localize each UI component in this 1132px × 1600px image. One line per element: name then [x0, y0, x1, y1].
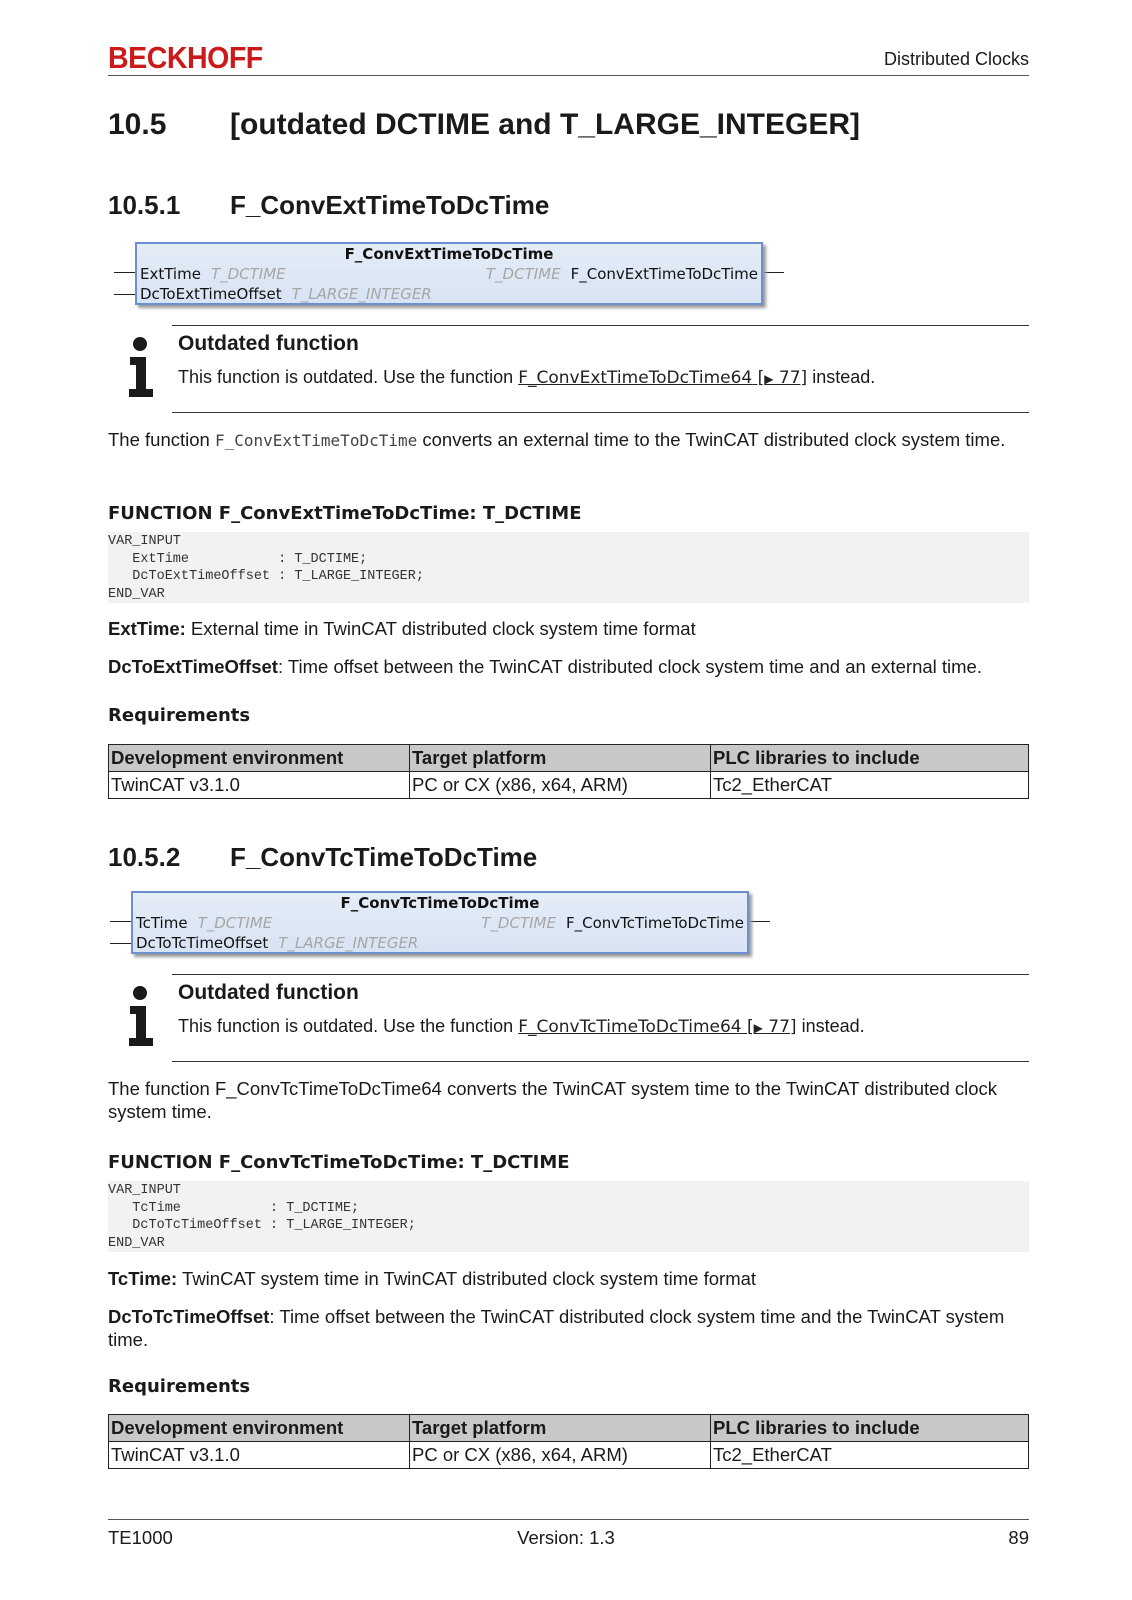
inline-code: F_ConvExtTimeToDcTime — [214, 431, 418, 450]
table-cell: Tc2_EtherCAT — [711, 772, 1029, 799]
page-arrow-icon: ▶ — [764, 372, 774, 386]
parameter-text: TwinCAT system time in TwinCAT distributed clock system time format — [177, 1268, 757, 1289]
table-cell: Tc2_EtherCAT — [711, 1442, 1029, 1469]
function-block-input — [140, 265, 286, 283]
table-header-cell: Target platform — [410, 1415, 711, 1442]
footer-page-number: 89 — [1008, 1527, 1029, 1548]
output-type: T_DCTIME — [485, 265, 561, 283]
table-header-cell: PLC libraries to include — [711, 1415, 1029, 1442]
table-header-row — [109, 1415, 1029, 1442]
note-text-after: instead. — [796, 1016, 865, 1036]
description-paragraph — [108, 428, 1029, 452]
input-pin-line — [114, 294, 136, 295]
section-number: 10.5.1 — [108, 190, 181, 220]
footer-doc-id: TE1000 — [108, 1527, 173, 1548]
code-block: VAR_INPUT TcTime : T_DCTIME; DcToTcTimeOffset : T_LARGE_INTEGER; END_VAR — [108, 1181, 1029, 1252]
input-name: DcToExtTimeOffset — [140, 285, 282, 303]
note-text-before: This function is outdated. Use the function — [178, 367, 519, 387]
requirements-table — [108, 1414, 1029, 1469]
input-pin-line — [114, 272, 136, 273]
link-label: F_ConvExtTimeToDcTime64 — [518, 368, 753, 388]
parameter-name: TcTime: — [108, 1268, 178, 1289]
parameter-description — [108, 1305, 1029, 1351]
link-ref-open: [ — [741, 1017, 754, 1037]
parameter-text: External time in TwinCAT distributed clock system time format — [185, 618, 696, 639]
table-header-cell: PLC libraries to include — [711, 745, 1029, 772]
link-page: 77] — [773, 368, 808, 388]
input-name: ExtTime — [140, 265, 201, 283]
section-heading — [108, 190, 549, 221]
cross-reference-link[interactable] — [518, 368, 807, 388]
table-header-cell: Development environment — [109, 745, 410, 772]
function-block-input — [136, 914, 272, 932]
note-title: Outdated function — [178, 332, 359, 355]
table-header-cell: Target platform — [410, 745, 711, 772]
function-signature: FUNCTION F_ConvTcTimeToDcTime: T_DCTIME — [108, 1152, 570, 1173]
chapter-heading — [108, 108, 860, 142]
function-block-output — [486, 265, 758, 283]
section-title: F_ConvTcTimeToDcTime — [230, 842, 538, 872]
link-ref-open: [ — [752, 368, 765, 388]
parameter-description — [108, 1267, 1029, 1290]
output-type: T_DCTIME — [481, 914, 556, 932]
note-divider-top — [172, 325, 1029, 326]
parameter-name: DcToTcTimeOffset — [108, 1306, 270, 1327]
table-header-cell: Development environment — [109, 1415, 410, 1442]
parameter-description — [108, 617, 1029, 640]
footer-version: Version: 1.3 — [517, 1527, 615, 1548]
input-type: T_DCTIME — [210, 265, 286, 283]
link-page: 77] — [762, 1017, 797, 1037]
note-text-before: This function is outdated. Use the function — [178, 1016, 519, 1036]
parameter-text: : Time offset between the TwinCAT distributed clock system time and an external time. — [277, 656, 982, 677]
function-block-input — [140, 285, 432, 303]
input-pin-line — [110, 943, 132, 944]
note-divider-top — [172, 974, 1029, 975]
function-signature: FUNCTION F_ConvExtTimeToDcTime: T_DCTIME — [108, 503, 582, 524]
page-arrow-icon: ▶ — [753, 1021, 763, 1035]
note-text — [178, 367, 875, 388]
input-pin-line — [110, 921, 132, 922]
footer-divider — [108, 1519, 1029, 1520]
input-type: T_LARGE_INTEGER — [291, 285, 432, 303]
info-icon — [126, 986, 156, 1048]
requirements-heading: Requirements — [108, 1376, 251, 1397]
output-pin-line — [762, 272, 784, 273]
note-text — [178, 1016, 865, 1037]
input-type: T_DCTIME — [197, 914, 273, 932]
output-pin-line — [748, 921, 770, 922]
chapter-number: 10.5 — [108, 108, 167, 141]
section-number: 10.5.2 — [108, 842, 181, 872]
function-block-diagram — [135, 242, 763, 305]
parameter-description — [108, 655, 1029, 678]
requirements-table — [108, 744, 1029, 799]
header-divider — [108, 75, 1029, 76]
table-cell: TwinCAT v3.1.0 — [109, 1442, 410, 1469]
table-cell: PC or CX (x86, x64, ARM) — [410, 772, 711, 799]
function-block-diagram — [131, 891, 749, 954]
link-label: F_ConvTcTimeToDcTime64 — [518, 1017, 742, 1037]
output-name: F_ConvTcTimeToDcTime — [565, 914, 744, 932]
chapter-title: [outdated DCTIME and T_LARGE_INTEGER] — [230, 108, 860, 141]
output-name: F_ConvExtTimeToDcTime — [570, 265, 758, 283]
note-title: Outdated function — [178, 981, 359, 1004]
table-row — [109, 1442, 1029, 1469]
function-block-title: F_ConvExtTimeToDcTime — [344, 245, 554, 263]
section-heading — [108, 842, 537, 873]
note-divider-bottom — [172, 412, 1029, 413]
cross-reference-link[interactable] — [518, 1017, 796, 1037]
table-row — [109, 772, 1029, 799]
requirements-heading: Requirements — [108, 705, 251, 726]
parameter-name: ExtTime: — [108, 618, 186, 639]
info-icon — [126, 337, 156, 399]
code-block: VAR_INPUT ExtTime : T_DCTIME; DcToExtTimeOffset : T_LARGE_INTEGER; END_VAR — [108, 532, 1029, 603]
beckhoff-logo: BECKHOFF — [108, 40, 263, 75]
table-cell: PC or CX (x86, x64, ARM) — [410, 1442, 711, 1469]
function-block-input — [136, 934, 418, 952]
description-paragraph: The function F_ConvTcTimeToDcTime64 converts the TwinCAT system time to the TwinCAT distributed clock system time. — [108, 1078, 998, 1122]
input-name: TcTime — [136, 914, 188, 932]
description-text: converts an external time to the TwinCAT distributed clock system time. — [417, 429, 1006, 450]
table-cell: TwinCAT v3.1.0 — [109, 772, 410, 799]
table-header-row — [109, 745, 1029, 772]
function-block-output — [481, 914, 744, 932]
input-name: DcToTcTimeOffset — [136, 934, 269, 952]
header-section-title: Distributed Clocks — [883, 49, 1029, 69]
note-divider-bottom — [172, 1061, 1029, 1062]
parameter-text: : Time offset between the TwinCAT distributed clock system time and the TwinCAT system time. — [108, 1306, 1005, 1350]
section-title: F_ConvExtTimeToDcTime — [230, 190, 550, 220]
note-text-after: instead. — [807, 367, 876, 387]
parameter-name: DcToExtTimeOffset — [108, 656, 278, 677]
input-type: T_LARGE_INTEGER — [278, 934, 419, 952]
function-block-title: F_ConvTcTimeToDcTime — [340, 894, 540, 912]
description-text: The function — [108, 429, 215, 450]
